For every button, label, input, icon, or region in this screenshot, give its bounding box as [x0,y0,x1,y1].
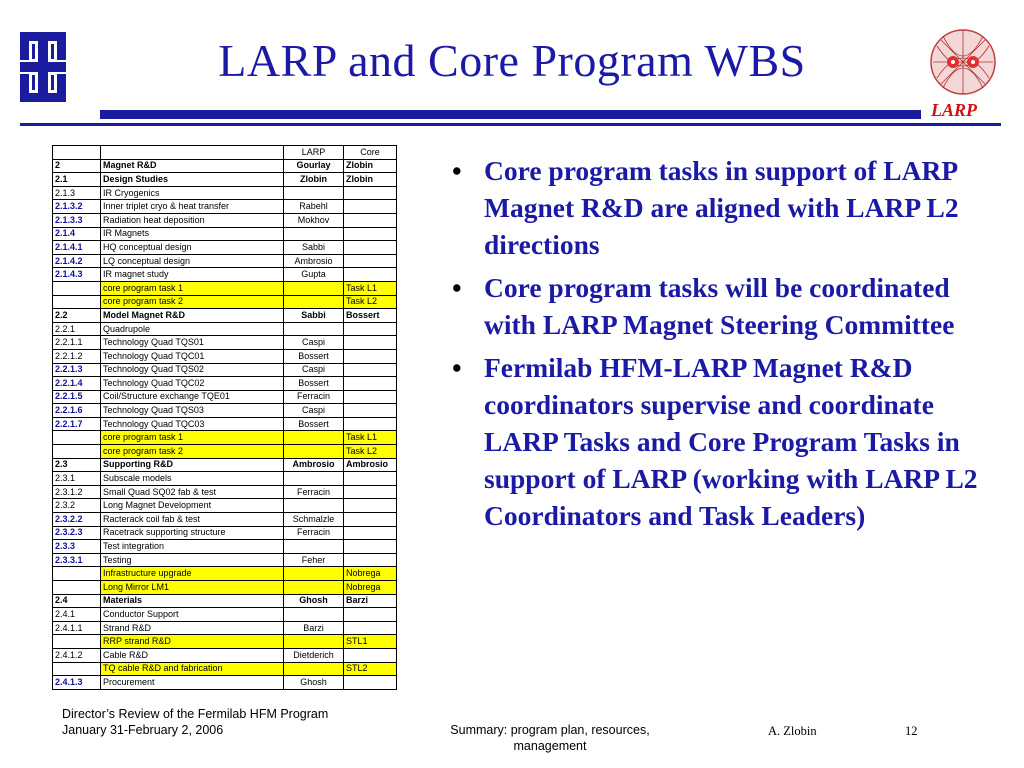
task-name-cell: Testing [101,553,284,567]
bullet-list [448,152,978,540]
wbs-code-cell: 2 [53,159,101,173]
wbs-code-cell: 2.2.1.4 [53,377,101,391]
task-name-cell: Coil/Structure exchange TQE01 [101,390,284,404]
wbs-code-cell: 2.2.1.7 [53,417,101,431]
core-lead-cell [344,676,397,690]
task-name-cell: Technology Quad TQC03 [101,417,284,431]
task-name-cell: core program task 1 [101,431,284,445]
larp-lead-cell [284,431,344,445]
table-row [53,281,397,295]
core-lead-cell [344,377,397,391]
wbs-code-cell: 2.4 [53,594,101,608]
wbs-code-cell: 2.2.1.2 [53,349,101,363]
wbs-code-cell: 2.1.4 [53,227,101,241]
wbs-code-cell: 2.3.2 [53,499,101,513]
larp-lead-cell [284,567,344,581]
wbs-code-cell: 2.4.1 [53,608,101,622]
table-row [53,254,397,268]
core-lead-cell [344,227,397,241]
larp-label: LARP [931,100,978,120]
table-row [53,295,397,309]
core-lead-cell: Task L2 [344,445,397,459]
larp-lead-cell [284,662,344,676]
wbs-code-cell: 2.2.1.3 [53,363,101,377]
task-name-cell: Technology Quad TQC01 [101,349,284,363]
core-lead-cell [344,417,397,431]
table-row [53,404,397,418]
task-name-cell: IR magnet study [101,268,284,282]
table-row [53,567,397,581]
core-lead-cell: Task L1 [344,281,397,295]
core-lead-cell: STL2 [344,662,397,676]
larp-lead-cell: Schmalzle [284,513,344,527]
task-name-cell: LQ conceptual design [101,254,284,268]
task-name-cell: Radiation heat deposition [101,213,284,227]
wbs-code-cell [53,662,101,676]
larp-lead-cell: Gupta [284,268,344,282]
wbs-code-cell: 2.3.2.3 [53,526,101,540]
core-lead-cell [344,499,397,513]
table-row [53,173,397,187]
table-row [53,648,397,662]
core-lead-cell [344,485,397,499]
bullet-item [448,269,978,343]
wbs-code-cell [53,445,101,459]
table-row [53,458,397,472]
table-row [53,309,397,323]
task-name-cell: core program task 1 [101,281,284,295]
larp-lead-cell [284,227,344,241]
larp-lead-cell: Feher [284,553,344,567]
task-name-cell: Technology Quad TQS01 [101,336,284,350]
larp-lead-cell: Sabbi [284,241,344,255]
core-lead-cell: Bossert [344,309,397,323]
task-name-cell: Racetrack supporting structure [101,526,284,540]
table-header-row [53,146,397,160]
task-name-cell: Long Magnet Development [101,499,284,513]
title-rule-thick [100,110,921,119]
page-title: LARP and Core Program WBS [218,35,806,86]
larp-lead-cell: Ambrosio [284,458,344,472]
bullet-dot-icon: • [452,155,462,186]
core-lead-cell [344,608,397,622]
table-row [53,159,397,173]
table-row [53,676,397,690]
table-row [53,635,397,649]
task-name-cell: Strand R&D [101,621,284,635]
wbs-code-cell [53,281,101,295]
wbs-code-cell [53,567,101,581]
footer-event-title: Director’s Review of the Fermilab HFM Program [62,707,329,721]
core-lead-cell [344,349,397,363]
table-row [53,472,397,486]
wbs-code-cell: 2.4.1.1 [53,621,101,635]
bullet-text: Core program tasks will be coordinated with LARP Magnet Steering Committee [484,272,955,340]
table-header-cell: LARP [284,146,344,160]
task-name-cell: Cable R&D [101,648,284,662]
larp-lead-cell [284,635,344,649]
task-name-cell: Model Magnet R&D [101,309,284,323]
larp-lead-cell: Ferracin [284,390,344,404]
table-header-cell: Core [344,146,397,160]
task-name-cell: Design Studies [101,173,284,187]
larp-lead-cell: Bossert [284,377,344,391]
table-row [53,268,397,282]
core-lead-cell: Ambrosio [344,458,397,472]
table-row [53,336,397,350]
core-lead-cell [344,404,397,418]
wbs-code-cell: 2.2 [53,309,101,323]
task-name-cell: Quadrupole [101,322,284,336]
task-name-cell: RRP strand R&D [101,635,284,649]
wbs-code-cell: 2.1.4.2 [53,254,101,268]
task-name-cell: Materials [101,594,284,608]
core-lead-cell: Nobrega [344,567,397,581]
core-lead-cell [344,241,397,255]
larp-lead-cell: Barzi [284,621,344,635]
task-name-cell: HQ conceptual design [101,241,284,255]
core-lead-cell [344,540,397,554]
core-lead-cell [344,186,397,200]
footer-author: A. Zlobin [768,724,817,738]
table-row [53,213,397,227]
wbs-code-cell [53,635,101,649]
bullet-item [448,152,978,263]
task-name-cell: Procurement [101,676,284,690]
wbs-code-cell: 2.3.1 [53,472,101,486]
wbs-code-cell: 2.1 [53,173,101,187]
task-name-cell: core program task 2 [101,295,284,309]
larp-lead-cell: Ghosh [284,594,344,608]
task-name-cell: Supporting R&D [101,458,284,472]
table-row [53,200,397,214]
task-name-cell: Infrastructure upgrade [101,567,284,581]
wbs-code-cell: 2.2.1.1 [53,336,101,350]
task-name-cell: Small Quad SQ02 fab & test [101,485,284,499]
wbs-code-cell: 2.3 [53,458,101,472]
larp-lead-cell [284,322,344,336]
larp-lead-cell: Ferracin [284,526,344,540]
wbs-code-cell: 2.3.1.2 [53,485,101,499]
table-row [53,621,397,635]
table-row [53,540,397,554]
table-row [53,186,397,200]
core-lead-cell: Zlobin [344,159,397,173]
core-lead-cell [344,336,397,350]
task-name-cell: Inner triplet cryo & heat transfer [101,200,284,214]
larp-lead-cell: Rabehl [284,200,344,214]
table-header-cell [101,146,284,160]
task-name-cell: Magnet R&D [101,159,284,173]
wbs-code-cell: 2.1.3 [53,186,101,200]
larp-lead-cell: Ferracin [284,485,344,499]
core-lead-cell: STL1 [344,635,397,649]
table-row [53,499,397,513]
task-name-cell: TQ cable R&D and fabrication [101,662,284,676]
wbs-code-cell: 2.2.1.6 [53,404,101,418]
larp-lead-cell: Ghosh [284,676,344,690]
wbs-table [52,145,397,690]
table-row [53,241,397,255]
larp-lead-cell: Dietderich [284,648,344,662]
task-name-cell: Subscale models [101,472,284,486]
bullet-text: Core program tasks in support of LARP Magnet R&D are aligned with LARP L2 directions [484,155,959,260]
core-lead-cell [344,553,397,567]
larp-lead-cell: Mokhov [284,213,344,227]
footer-summary: Summary: program plan, resources, management [450,723,650,753]
task-name-cell: IR Magnets [101,227,284,241]
title-rule-thin [20,123,1001,126]
larp-lead-cell [284,581,344,595]
larp-lead-cell [284,608,344,622]
core-lead-cell: Nobrega [344,581,397,595]
core-lead-cell [344,254,397,268]
wbs-code-cell: 2.1.3.2 [53,200,101,214]
core-lead-cell [344,648,397,662]
larp-lead-cell: Ambrosio [284,254,344,268]
wbs-code-cell: 2.4.1.3 [53,676,101,690]
footer-page-number: 12 [905,724,918,738]
larp-lead-cell: Zlobin [284,173,344,187]
table-row [53,553,397,567]
larp-logo-icon [929,26,997,98]
bullet-text: Fermilab HFM-LARP Magnet R&D coordinators supervise and coordinate LARP Tasks and Core Program Tasks in support of LARP (working with LARP L2 Coordinators and Task Leaders) [484,352,978,531]
task-name-cell: Technology Quad TQC02 [101,377,284,391]
table-row [53,377,397,391]
larp-lead-cell [284,499,344,513]
wbs-code-cell: 2.2.1 [53,322,101,336]
table-row [53,526,397,540]
task-name-cell: core program task 2 [101,445,284,459]
core-lead-cell [344,268,397,282]
larp-lead-cell: Bossert [284,349,344,363]
table-row [53,594,397,608]
wbs-code-cell: 2.3.3 [53,540,101,554]
core-lead-cell [344,526,397,540]
table-row [53,363,397,377]
core-lead-cell: Task L1 [344,431,397,445]
footer-event-date: January 31-February 2, 2006 [62,722,224,737]
bullet-dot-icon: • [452,352,462,383]
wbs-code-cell: 2.1.4.3 [53,268,101,282]
table-row [53,581,397,595]
core-lead-cell [344,363,397,377]
larp-lead-cell [284,186,344,200]
wbs-code-cell: 2.1.3.3 [53,213,101,227]
task-name-cell: IR Cryogenics [101,186,284,200]
larp-lead-cell [284,295,344,309]
wbs-code-cell: 2.1.4.1 [53,241,101,255]
core-lead-cell: Zlobin [344,173,397,187]
task-name-cell: Test integration [101,540,284,554]
larp-lead-cell: Gourlay [284,159,344,173]
table-header-cell [53,146,101,160]
larp-lead-cell: Bossert [284,417,344,431]
bullet-dot-icon: • [452,272,462,303]
table-row [53,417,397,431]
task-name-cell: Long Mirror LM1 [101,581,284,595]
larp-lead-cell: Sabbi [284,309,344,323]
larp-lead-cell [284,540,344,554]
core-lead-cell [344,390,397,404]
core-lead-cell [344,621,397,635]
core-lead-cell: Barzi [344,594,397,608]
core-lead-cell [344,513,397,527]
larp-lead-cell: Caspi [284,363,344,377]
larp-lead-cell: Caspi [284,336,344,350]
core-lead-cell [344,472,397,486]
wbs-code-cell [53,295,101,309]
larp-lead-cell [284,445,344,459]
core-lead-cell [344,213,397,227]
wbs-code-cell [53,431,101,445]
task-name-cell: Conductor Support [101,608,284,622]
task-name-cell: Technology Quad TQS02 [101,363,284,377]
table-row [53,431,397,445]
larp-lead-cell [284,472,344,486]
wbs-code-cell: 2.4.1.2 [53,648,101,662]
wbs-code-cell: 2.2.1.5 [53,390,101,404]
task-name-cell: Racterack coil fab & test [101,513,284,527]
bullet-item [448,349,978,534]
table-row [53,513,397,527]
core-lead-cell [344,322,397,336]
wbs-code-cell [53,581,101,595]
larp-lead-cell [284,281,344,295]
table-row [53,227,397,241]
wbs-code-cell: 2.3.3.1 [53,553,101,567]
larp-lead-cell: Caspi [284,404,344,418]
table-row [53,349,397,363]
table-row [53,485,397,499]
core-lead-cell: Task L2 [344,295,397,309]
table-row [53,445,397,459]
core-lead-cell [344,200,397,214]
table-row [53,608,397,622]
table-row [53,390,397,404]
table-row [53,322,397,336]
wbs-code-cell: 2.3.2.2 [53,513,101,527]
table-row [53,662,397,676]
task-name-cell: Technology Quad TQS03 [101,404,284,418]
footer-event [62,707,328,738]
